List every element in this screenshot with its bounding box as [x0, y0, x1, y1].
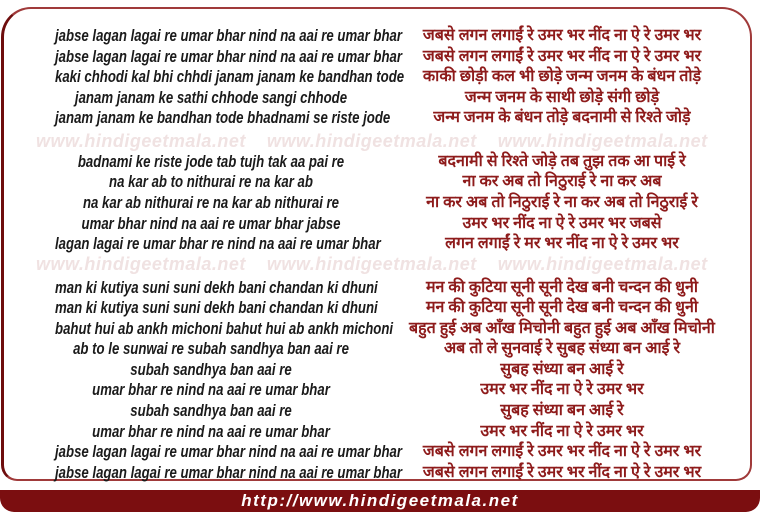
lyric-line: सुबह संध्या बन आई रे	[500, 402, 624, 419]
lyric-line: जबसे लगन लगाईं रे उमर भर नींद ना ऐ रे उमर भर	[422, 443, 702, 461]
hindi-stanza-1	[370, 26, 754, 129]
watermark-text: www.hindigeetmala.net	[266, 131, 477, 151]
lyric-line: जन्म जनम के बंधन तोड़े बदनामी से रिश्ते जोड़े	[433, 109, 691, 127]
watermark-text: www.hindigeetmala.net	[497, 131, 708, 151]
lyric-line: jabse lagan lagai re umar bhar nind na aai re umar bhar	[55, 463, 402, 482]
lyric-line: janam janam ke sathi chhode sangi chhode	[74, 88, 348, 107]
watermark-text: www.hindigeetmala.net	[497, 254, 708, 274]
lyric-line: na kar ab nithurai re na kar ab nithurai re	[82, 193, 340, 212]
lyric-line: बहुत हुई अब आँख मिचोनी बहुत हुई अब आँख मिचोनी	[409, 319, 715, 337]
lyric-line: man ki kutiya suni suni dekh bani chandan ki dhuni	[55, 299, 378, 318]
english-stanza-1	[55, 26, 405, 129]
lyric-line: lagan lagai re umar bhar re nind na aai re umar bhar	[55, 235, 381, 254]
lyric-line: ab to le sunwai re subah sandhya ban aai re	[73, 340, 349, 359]
lyric-line: बदनामी से रिश्ते जोड़े तब तुझ तक आ पाई रे	[438, 152, 686, 170]
hindi-lyrics-column	[370, 26, 754, 483]
footer-bar	[0, 490, 760, 512]
lyric-line: na kar ab to nithurai re na kar ab	[109, 173, 313, 192]
lyric-line: badnami ke riste jode tab tujh tak aa pai re	[77, 152, 345, 171]
lyric-line: kaki chhodi kal bhi chhdi janam janam ke bandhan tode	[55, 68, 405, 87]
lyric-line: काकी छोड़ी कल भी छोड़े जन्म जनम के बंधन तोड़े	[422, 68, 702, 86]
watermark-text: www.hindigeetmala.net	[36, 131, 246, 151]
hindi-stanza-2	[370, 152, 754, 255]
lyric-line: man ki kutiya suni suni dekh bani chandan ki dhuni	[55, 278, 378, 297]
lyric-line: जबसे लगन लगाईं रे उमर भर नींद ना ऐ रे उमर भर	[422, 27, 702, 44]
lyric-line: bahut hui ab ankh michoni bahut hui ab ankh michoni	[55, 319, 394, 338]
lyric-line: मन की कुटिया सूनी सूनी देख बनी चन्दन की धुनी	[425, 299, 698, 317]
hindi-stanza-3	[370, 278, 754, 484]
lyric-line: ना कर अब तो निठुराई रे ना कर अब तो निठुराई रे	[426, 193, 698, 211]
lyric-line: umar bhar nind na aai re umar bhar jabse	[81, 214, 341, 233]
watermark-text: www.hindigeetmala.net	[266, 254, 477, 274]
footer-url-link[interactable]: http://www.hindigeetmala.net	[241, 491, 519, 510]
lyric-line: अब तो ले सुनवाई रे सुबह संध्या बन आई रे	[443, 340, 681, 358]
lyric-line: umar bhar re nind na aai re umar bhar	[92, 422, 330, 441]
lyric-line: subah sandhya ban aai re	[130, 402, 292, 420]
lyric-line: सुबह संध्या बन आई रे	[500, 360, 624, 378]
english-stanza-2	[55, 152, 381, 255]
lyric-line: subah sandhya ban aai re	[130, 360, 292, 379]
watermark-text: www.hindigeetmala.net	[36, 254, 246, 274]
lyric-line: उमर भर नींद ना ऐ रे उमर भर	[480, 422, 644, 440]
lyric-line: लगन लगाईं रे मर भर नींद ना ऐ रे उमर भर	[445, 235, 679, 253]
lyric-line: jabse lagan lagai re umar bhar nind na aai re umar bhar	[55, 27, 402, 45]
lyric-line: जबसे लगन लगाईं रे उमर भर नींद ना ऐ रे उमर भर	[422, 463, 702, 481]
lyric-line: जन्म जनम के साथी छोड़े संगी छोड़े	[464, 88, 660, 106]
lyric-line: umar bhar re nind na aai re umar bhar	[92, 381, 330, 400]
lyric-line: ना कर अब तो निठुराई रे ना कर अब	[462, 173, 662, 191]
lyric-line: jabse lagan lagai re umar bhar nind na aai re umar bhar	[55, 443, 402, 462]
lyric-line: janam janam ke bandhan tode bhadnami se riste jode	[55, 109, 391, 128]
english-stanza-3	[55, 278, 402, 484]
lyric-line: जबसे लगन लगाईं रे उमर भर नींद ना ऐ रे उमर भर	[422, 47, 702, 65]
lyric-line: मन की कुटिया सूनी सूनी देख बनी चन्दन की धुनी	[425, 278, 698, 296]
lyric-line: उमर भर नींद ना ऐ रे उमर भर	[480, 381, 644, 399]
lyric-line: उमर भर नींद ना ऐ रे उमर भर जबसे	[462, 214, 662, 232]
lyric-line: jabse lagan lagai re umar bhar nind na aai re umar bhar	[55, 47, 402, 66]
